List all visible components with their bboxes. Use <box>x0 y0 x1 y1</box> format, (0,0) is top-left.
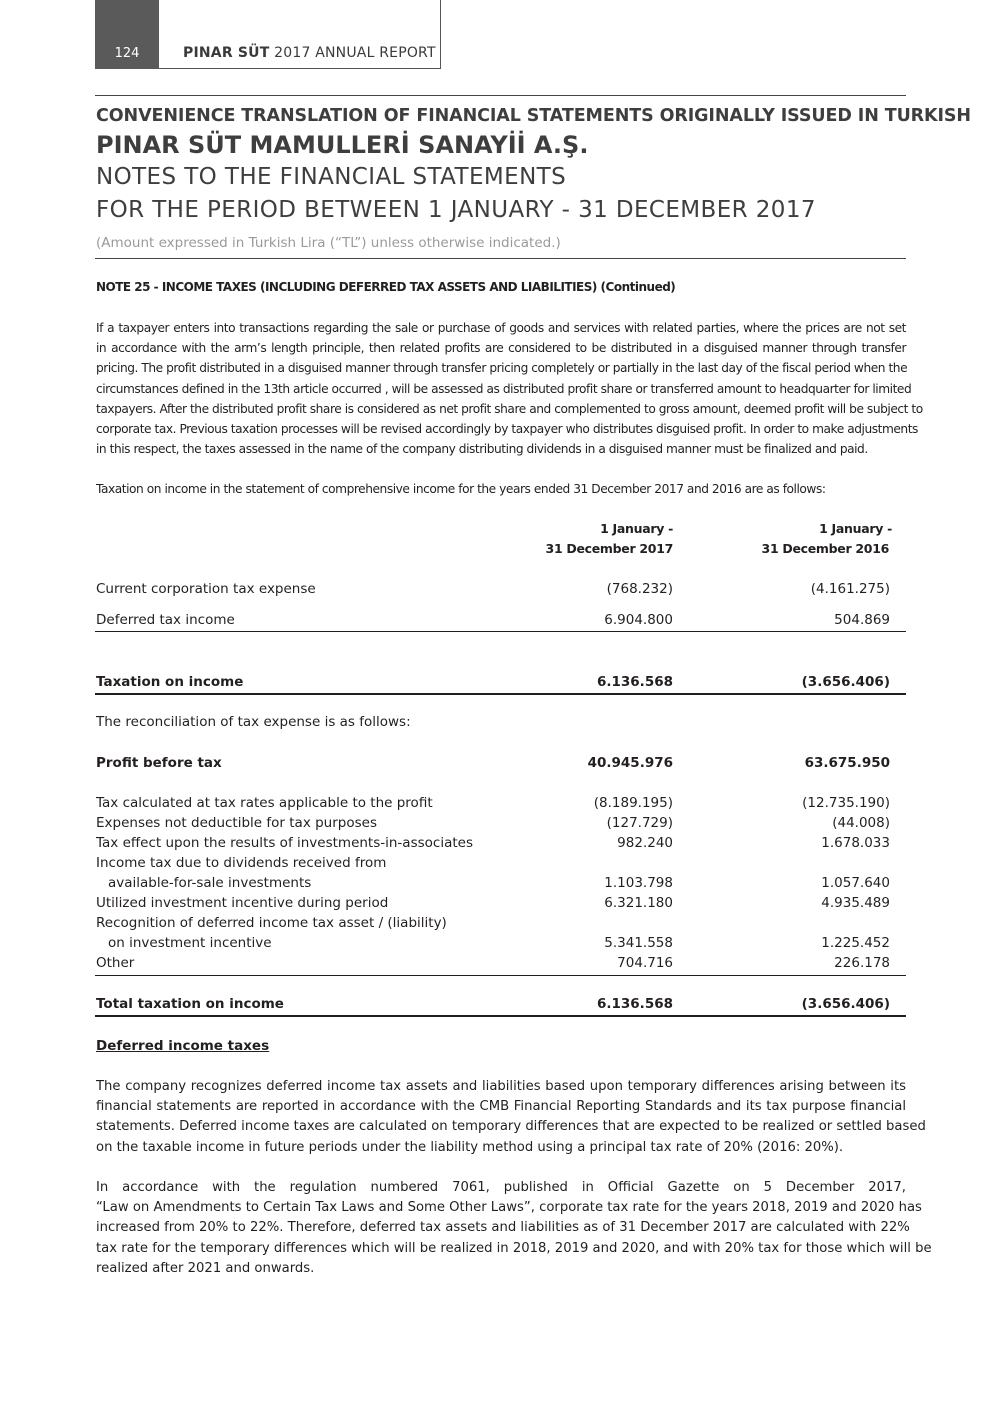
company-short: PINAR SÜT <box>183 45 270 61</box>
paragraph-line: realized after 2021 and onwards. <box>96 1260 315 1276</box>
title-bottom-rule <box>95 258 906 259</box>
value-2016: 63.675.950 <box>804 755 890 771</box>
paragraph-line: tax rate for the temporary differences which will be realized in 2018, 2019 and 2020, and with 20% tax for those which will be <box>96 1240 932 1256</box>
reconciliation-intro <box>96 714 906 734</box>
taxation-total-row <box>96 674 906 694</box>
value-2016: 1.057.640 <box>821 875 890 891</box>
value-2016: (12.735.190) <box>802 795 890 811</box>
table-total-divider <box>95 693 906 695</box>
paragraph-line: on the taxable income in future periods under the liability method using a principal tax rate of 20% (2016: 20%). <box>96 1139 844 1155</box>
table-row <box>96 855 906 875</box>
value-2016: 1.678.033 <box>821 835 890 851</box>
table-row <box>96 835 906 855</box>
value-2017: 982.240 <box>617 835 673 851</box>
table-row <box>96 955 906 975</box>
table-row <box>96 875 906 895</box>
value-2017: 6.904.800 <box>604 612 673 628</box>
paragraph-line: in this respect, the taxes assessed in the name of the company distributing dividends in a disguised manner must be finalized and paid. <box>96 442 868 457</box>
paragraph-line: pricing. The profit distributed in a disguised manner through transfer pricing completely or partially in the last day of the fiscal period when the <box>96 361 908 376</box>
value-2017: 40.945.976 <box>587 755 673 771</box>
paragraph-line: “Law on Amendments to Certain Tax Laws and Some Other Laws”, corporate tax rate for the years 2018, 2019 and 2020 has <box>96 1200 922 1216</box>
profit-before-tax-row <box>96 755 906 775</box>
table-row <box>96 915 906 935</box>
row-label: Utilized investment incentive during period <box>96 895 389 911</box>
value-2017: (127.729) <box>606 815 673 831</box>
paragraph-line: corporate tax. Previous taxation processes will be revised accordingly by taxpayer who distributes disguised profit. In order to make adjustments <box>96 422 918 437</box>
reconciliation-intro-text: The reconciliation of tax expense is as follows: <box>96 714 411 730</box>
row-label: Deferred tax income <box>96 612 235 628</box>
value-2016: 226.178 <box>834 955 890 971</box>
report-name: 2017 ANNUAL REPORT <box>274 45 436 61</box>
deferred-income-taxes-heading: Deferred income taxes <box>96 1038 270 1054</box>
table-divider <box>95 631 906 632</box>
page-number: 124 <box>95 0 159 69</box>
table-row <box>96 895 906 915</box>
value-2016: (44.008) <box>832 815 890 831</box>
table-row <box>96 581 906 601</box>
value-2016: 1.225.452 <box>821 935 890 951</box>
value-2017: 6.136.568 <box>596 674 673 690</box>
row-label: Taxation on income <box>96 674 244 690</box>
column-2016-line1: 1 January - <box>819 521 892 536</box>
value-2017: 6.136.568 <box>596 996 673 1012</box>
column-2016-line2: 31 December 2016 <box>761 541 889 556</box>
table-row <box>96 935 906 955</box>
table-row <box>96 795 906 815</box>
paragraph-line: If a taxpayer enters into transactions regarding the sale or purchase of goods and services with related parties, where the prices are not set <box>96 321 906 335</box>
deferred-tax-paragraph <box>96 1077 926 1158</box>
company-name: PINAR SÜT MAMULLERİ SANAYİİ A.Ş. <box>96 131 589 159</box>
table-total-divider <box>95 1015 906 1017</box>
value-2017: 5.341.558 <box>604 935 673 951</box>
period-title: FOR THE PERIOD BETWEEN 1 JANUARY - 31 DECEMBER 2017 <box>96 197 816 223</box>
value-2016: (3.656.406) <box>801 996 890 1012</box>
row-label: Total taxation on income <box>96 996 284 1012</box>
value-2017: 704.716 <box>617 955 673 971</box>
column-2017-line1: 1 January - <box>600 521 673 536</box>
column-2017-line2: 31 December 2017 <box>545 541 673 556</box>
paragraph-line: increased from 20% to 22%. Therefore, deferred tax assets and liabilities as of 31 December 2017 are calculated with 22% <box>96 1220 910 1236</box>
value-2017: (8.189.195) <box>593 795 673 811</box>
running-header <box>95 0 441 69</box>
value-2016: (3.656.406) <box>801 674 890 690</box>
row-label: Expenses not deductible for tax purposes <box>96 815 377 831</box>
convenience-translation-title: CONVENIENCE TRANSLATION OF FINANCIAL STATEMENTS ORIGINALLY ISSUED IN TURKISH <box>96 106 971 126</box>
paragraph-line: financial statements are reported in accordance with the CMB Financial Reporting Standards and its tax purpose financial <box>96 1099 906 1115</box>
running-header-title <box>183 45 436 61</box>
row-label: on investment incentive <box>108 935 272 951</box>
value-2017: 1.103.798 <box>604 875 673 891</box>
paragraph-line: in accordance with the arm’s length principle, then related profits are considered to be distributed in a disguised manner through transfer <box>96 341 906 356</box>
row-label: Profit before tax <box>96 755 222 771</box>
row-label: Recognition of deferred income tax asset / (liability) <box>96 915 447 931</box>
taxation-intro: Taxation on income in the statement of comprehensive income for the years ended 31 December 2017 and 2016 are as follows: <box>96 482 826 496</box>
value-2016: (4.161.275) <box>810 581 890 597</box>
paragraph-line: The company recognizes deferred income tax assets and liabilities based upon temporary differences arising between its <box>96 1079 906 1094</box>
note-title: NOTE 25 - INCOME TAXES (INCLUDING DEFERRED TAX ASSETS AND LIABILITIES) (Continued) <box>96 280 676 294</box>
tax-rate-change-paragraph <box>96 1178 932 1279</box>
value-2016: 4.935.489 <box>821 895 890 911</box>
table-divider <box>95 975 906 976</box>
value-2017: (768.232) <box>606 581 673 597</box>
currency-note: (Amount expressed in Turkish Lira (“TL”) unless otherwise indicated.) <box>96 235 561 251</box>
row-label: Current corporation tax expense <box>96 581 316 597</box>
notes-title: NOTES TO THE FINANCIAL STATEMENTS <box>96 164 567 190</box>
paragraph-line: taxpayers. After the distributed profit share is considered as net profit share and complemented to gross amount, deemed profit will be subject to <box>96 401 923 416</box>
value-2016: 504.869 <box>834 612 890 628</box>
paragraph-line: In accordance with the regulation numbered 7061, published in Official Gazette on 5 December 2017, <box>96 1180 906 1195</box>
table-row <box>96 612 906 632</box>
paragraph-line: circumstances defined in the 13th article occurred , will be assessed as distributed profit share or transferred amount to headquarter for limited <box>96 381 912 396</box>
value-2017: 6.321.180 <box>604 895 673 911</box>
row-label: Income tax due to dividends received from <box>96 855 387 871</box>
total-taxation-row <box>96 996 906 1016</box>
title-top-rule <box>95 95 906 96</box>
row-label: Tax calculated at tax rates applicable to the profit <box>96 795 433 811</box>
transfer-pricing-paragraph <box>96 318 923 459</box>
table-row <box>96 815 906 835</box>
paragraph-line: statements. Deferred income taxes are calculated on temporary differences that are expected to be realized or settled based <box>96 1119 926 1135</box>
row-label: available-for-sale investments <box>108 875 312 891</box>
row-label: Other <box>96 955 135 971</box>
row-label: Tax effect upon the results of investments-in-associates <box>96 835 473 851</box>
